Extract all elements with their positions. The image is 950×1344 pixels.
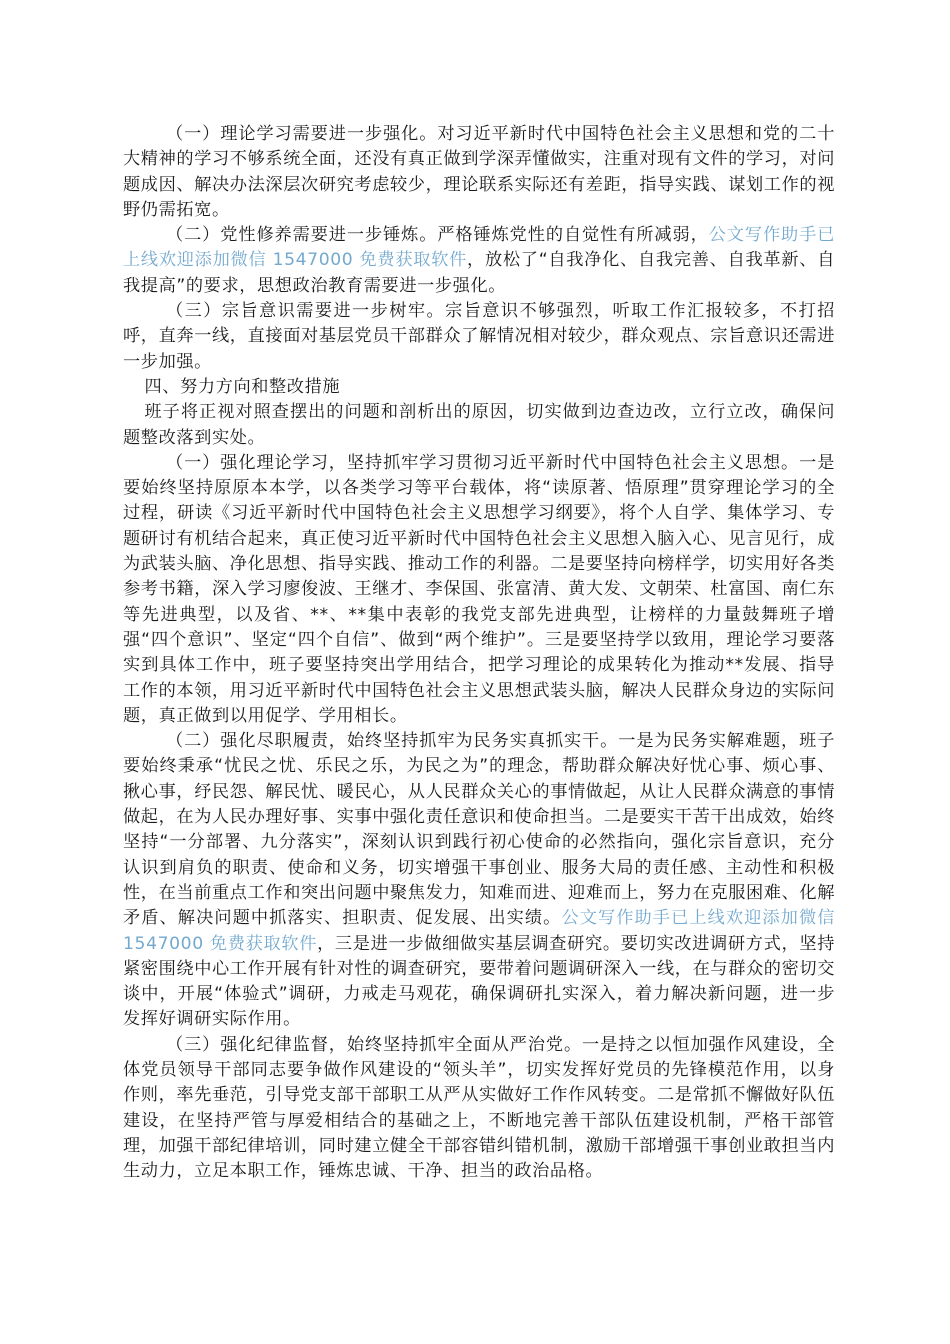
paragraph-strengthen-theory-study: （一）强化理论学习，坚持抓牢学习贯彻习近平新时代中国特色社会主义思想。一是要始终坚持原原本本学，以各类学习等平台载体，将“读原著、悟原理”贯穿理论学习的全过程，研读《习近平新时代中国特色社会主义思想学习纲要》，将个人自学、集体学习、专题研讨有机结合起来，真正使习近平新时代中国特色社会主义思想入脑入心、见言见行，成为武装头脑、净化思想、指导实践、推动工作的利器。二是要坚持向榜样学，切实用好各类参考书籍，深入学习廖俊波、王继才、李保国、张富清、黄大发、文朝荣、杜富国、南仁东等先进典型，以及省、**、**集中表彰的我党支部先进典型，让榜样的力量鼓舞班子增强“四个意识”、坚定“四个自信”、做到“两个维护”。三是要坚持学以致用，理论学习要落实到具体工作中，班子要坚持突出学用结合，把学习理论的成果转化为推动**发展、指导工作的本领，用习近平新时代中国特色社会主义思想武装头脑，解决人民群众身边的实际问题，真正做到以用促学、学用相长。	[123, 452, 835, 726]
section-heading-rectification: 四、努力方向和整改措施	[144, 376, 341, 397]
document-body	[123, 122, 835, 1184]
paragraph-text-segment: （二）党性修养需要进一步锤炼。严格锤炼党性的自觉性有所减弱，	[166, 225, 709, 246]
paragraph-theory-study-issue: （一）理论学习需要进一步强化。对习近平新时代中国特色社会主义思想和党的二十大精神的学习不够系统全面，还没有真正做到学深弄懂做实，注重对现有文件的学习，对问题成因、解决办法深层次研究考虑较少，理论联系实际还有差距，指导实践、谋划工作的视野仍需拓宽。	[123, 124, 835, 220]
paragraph-text-segment: （二）强化尽职履责，始终坚持抓牢为民务实真抓实干。一是为民务实解难题，班子要始终秉承“忧民之忧、乐民之乐，为民之为”的理念，帮助群众解决好忧心事、烦心事、揪心事，纾民怨、解民忧、暖民心，从人民群众关心的事情做起，从让人民群众满意的事情做起，在为人民办理好事、实事中强化责任意识和使命担当。二是要实干苦干出成效，始终坚持“一分部署、九分落实”，深刻认识到践行初心使命的必然指向，强化宗旨意识，充分认识到肩负的职责、使命和义务，切实增强干事创业、服务大局的责任感、主动性和积极性，在当前重点工作和突出问题中聚焦发力，知难而进、迎难而上，努力在克服困难、化解矛盾、解决问题中抓落实、担职责、促发展、出实绩。	[123, 731, 835, 929]
watermark-ad-text: 公文写作助手已上线欢迎添加微信 1547000 免费获取软件	[123, 908, 835, 954]
paragraph-strengthen-duty	[123, 729, 835, 1033]
paragraph-rectification-intro: 班子将正视对照查摆出的问题和剖析出的原因，切实做到边查边改，立行立改，确保问题整改落到实处。	[123, 402, 835, 448]
paragraph-text-segment: ，三是进一步做细做实基层调查研究。要切实改进调研方式，坚持紧密围绕中心工作开展有针对性的调查研究，要带着问题调研深入一线，在与群众的密切交谈中，开展“体验式”调研，力戒走马观花，确保调研扎实深入，着力解决新问题，进一步发挥好调研实际作用。	[123, 933, 835, 1030]
paragraph-purpose-awareness-issue: （三）宗旨意识需要进一步树牢。宗旨意识不够强烈，听取工作汇报较多，不打招呼，直奔一线，直接面对基层党员干部群众了解情况相对较少，群众观点、宗旨意识还需进一步加强。	[123, 301, 835, 372]
paragraph-text-segment: ，放松了“自我净化、自我完善、自我革新、自我提高”的要求，思想政治教育需要进一步强化。	[123, 250, 835, 296]
paragraph-strengthen-discipline: （三）强化纪律监督，始终坚持抓牢全面从严治党。一是持之以恒加强作风建设，全体党员领导干部同志要争做作风建设的“领头羊”，切实发挥好党员的先锋模范作用，以身作则，率先垂范，引导党支部干部职工从严从实做好工作作风转变。二是常抓不懈做好队伍建设，在坚持严管与厚爱相结合的基础之上，不断地完善干部队伍建设机制，严格干部管理，加强干部纪律培训，同时建立健全干部容错纠错机制，激励干部增强干事创业敢担当内生动力，立足本职工作，锤炼忠诚、干净、担当的政治品格。	[123, 1034, 835, 1182]
watermark-ad-text: 公文写作助手已上线欢迎添加微信 1547000 免费获取软件	[123, 225, 835, 271]
paragraph-party-spirit-issue	[123, 223, 835, 299]
